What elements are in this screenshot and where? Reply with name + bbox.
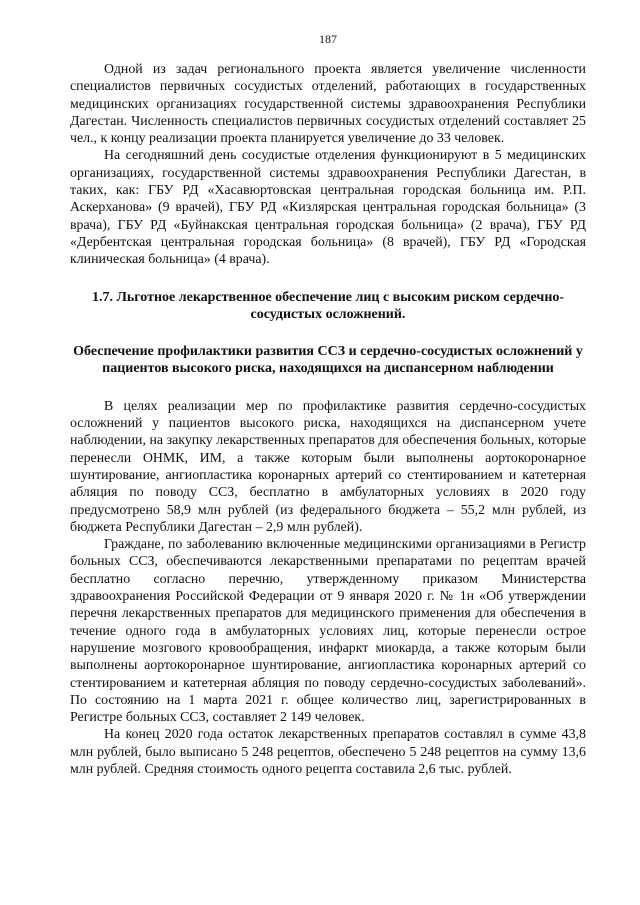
paragraph-vascular-departments: На сегодняшний день сосудистые отделения функционируют в 5 медицинских организациях, государственной системы здравоохранения Республики Дагестан, в таких, как: ГБУ РД «Хасавюртовская центральная городская больница им. Р.П. Аскерханова» (9 врачей), ГБУ РД «Кизлярская центральная городская больница» (3 врача), ГБУ РД «Буйнакская центральная городская больница» (2 врача), ГБУ РД «Дербентская центральная городская больница» (8 врачей), ГБУ РД «Городская клиническая больница» (4 врача). xyxy=(70,148,586,268)
section-heading: 1.7. Льготное лекарственное обеспечение лиц с высоким риском сердечно-сосудистых осложнений. xyxy=(91,289,565,322)
paragraph-specialists-count: Одной из задач регионального проекта является увеличение численности специалистов первичных сосудистых отделений, работающих в государственных медицинских организациях государственной системы здравоохранения Республики Дагестан. Численность специалистов первичных сосудистых отделений составляет 25 чел., к концу реализации проекта планируется увеличение до 33 человек. xyxy=(70,62,586,147)
page-number: 187 xyxy=(319,32,337,46)
paragraph-prevention-funding: В целях реализации мер по профилактике развития сердечно-сосудистых осложнений у пациентов высокого риска, находящихся на диспансерном учете наблюдении, на закупку лекарственных препаратов для обеспечения больных, которые перенесли ОНМК, ИМ, а также которым были выполнены аортокоронарное шунтирование, ангиопластика коронарных артерий со стентированием и катетерная абляция по поводу ССЗ, бесплатно в амбулаторных условиях в 2020 году предусмотрено 58,9 млн рублей (из федерального бюджета – 55,2 млн рублей, из бюджета Республики Дагестан – 2,9 млн рублей). xyxy=(70,398,586,535)
paragraph-registry-provision: Граждане, по заболеванию включенные медицинскими организациями в Регистр больных ССЗ, обеспечиваются лекарственными препаратами по рецептам врачей бесплатно согласно перечню, утвержденному приказом Министерства здравоохранения Российской Федерации от 9 января 2020 г. № 1н «Об утверждении перечня лекарственных препаратов для медицинского применения для обеспечения в течение одного года в амбулаторных условиях лиц, которые перенесли острое нарушение мозгового кровообращения, инфаркт миокарда, а также которым были выполнены аортокоронарное шунтирование, ангиопластика коронарных артерий со стентированием и катетерная абляция по поводу сердечно-сосудистых заболеваний». По состоянию на 1 марта 2021 г. общее количество лиц, зарегистрированных в Регистре больных ССЗ, составляет 2 149 человек. xyxy=(70,537,586,726)
subsection-heading: Обеспечение профилактики развития ССЗ и сердечно-сосудистых осложнений у пациентов высокого риска, находящихся на диспансерном наблюдении xyxy=(73,344,583,377)
paragraph-year-end-balance: На конец 2020 года остаток лекарственных препаратов составлял в сумме 43,8 млн рублей, было выписано 5 248 рецептов, обеспечено 5 248 рецептов на сумму 13,6 млн рублей. Средняя стоимость одного рецепта составила 2,6 тыс. рублей. xyxy=(70,727,586,777)
